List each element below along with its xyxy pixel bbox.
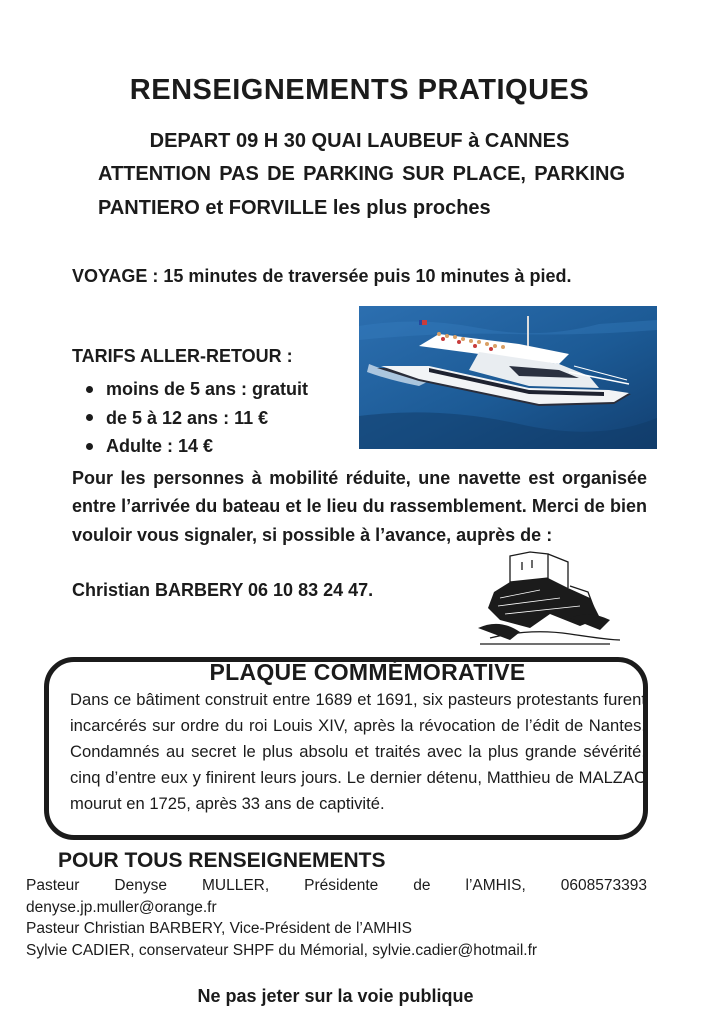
fort-illustration — [470, 548, 625, 653]
contact-line: Pasteur Denyse MULLER, Présidente de l’AMHIS, 0608573393 — [26, 877, 647, 894]
plaque-title: PLAQUE COMMÉMORATIVE — [209, 659, 526, 685]
footer-note: Ne pas jeter sur la voie publique — [197, 986, 474, 1006]
page-title: RENSEIGNEMENTS PRATIQUES — [129, 74, 590, 106]
bullet-icon — [86, 443, 93, 450]
tarif-item: de 5 à 12 ans : 11 € — [86, 404, 308, 433]
voyage-info: VOYAGE : 15 minutes de traversée puis 10 minutes à pied. — [72, 266, 572, 286]
parking-warning: ATTENTION PAS DE PARKING SUR PLACE, PARKING PANTIERO et FORVILLE les plus proches — [98, 163, 625, 219]
info-title: POUR TOUS RENSEIGNEMENTS — [58, 849, 386, 872]
plaque-text: Dans ce bâtiment construit entre 1689 et 1691, six pasteurs protestants furent incarcérés sur ordre du roi Louis XIV, après la révocation de l’édit de Nantes. Condamnés au secret le plus absolu et traités avec la plus grande sévérité, cinq d’entre eux y finirent leurs jours. Le dernier détenu, Matthieu de MALZAC mourut en 1725, après 33 ans de captivité. — [70, 690, 646, 813]
contact-email[interactable]: denyse.jp.muller@orange.fr — [26, 898, 217, 916]
bullet-icon — [86, 414, 93, 421]
info-contacts — [26, 875, 647, 961]
tarif-list — [86, 375, 308, 461]
bullet-icon — [86, 386, 93, 393]
contact-line: Pasteur Christian BARBERY, Vice-Président de l’AMHIS — [26, 920, 412, 937]
departure-info: DEPART 09 H 30 QUAI LAUBEUF à CANNES — [149, 130, 570, 152]
contact-phone: Christian BARBERY 06 10 83 24 47. — [72, 580, 374, 600]
tarif-item: moins de 5 ans : gratuit — [86, 375, 308, 404]
tarifs-title: TARIFS ALLER-RETOUR : — [72, 346, 293, 366]
boat-photo — [359, 306, 657, 449]
tarif-item: Adulte : 14 € — [86, 432, 308, 461]
contact-line: Sylvie CADIER, conservateur SHPF du Mémorial, sylvie.cadier@hotmail.fr — [26, 941, 538, 959]
mobility-notice: Pour les personnes à mobilité réduite, une navette est organisée entre l’arrivée du bateau et le lieu du rassemblement. Merci de bien vouloir vous signaler, si possible à l’avance, auprès de : — [72, 468, 647, 545]
